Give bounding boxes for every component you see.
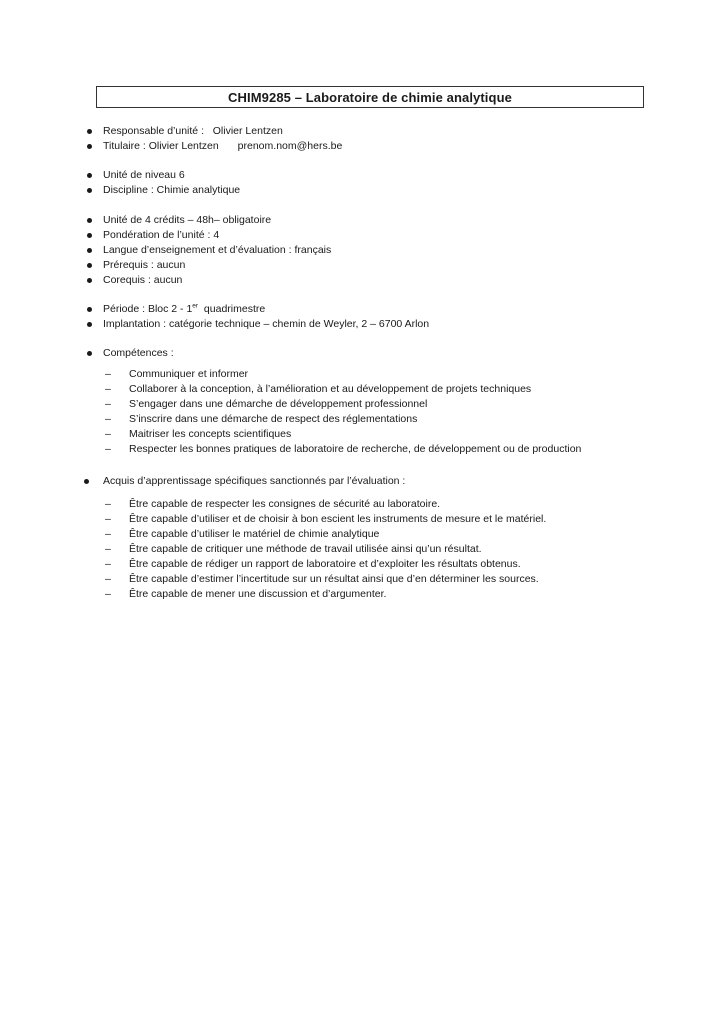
list-item <box>0 124 724 139</box>
dash-icon: – <box>105 498 111 510</box>
sub-list-item-text: Être capable d’utiliser et de choisir à bon escient les instruments de mesure et le matériel. <box>129 513 547 525</box>
periode-sup: er <box>192 302 199 310</box>
sub-list-item-text: Être capable de critiquer une méthode de travail utilisée ainsi qu’un résultat. <box>129 543 482 555</box>
list-item-text: Discipline : Chimie analytique <box>103 184 241 196</box>
list-item <box>0 168 724 183</box>
dash-icon: – <box>105 528 111 540</box>
sub-list-item-text: Être capable d’utiliser le matériel de chimie analytique <box>129 528 380 540</box>
sub-list-item <box>0 572 724 587</box>
dash-icon: – <box>105 558 111 570</box>
list-item <box>0 213 724 228</box>
bullet-icon <box>87 278 92 283</box>
responsable-label: Responsable d’unité : <box>103 125 204 137</box>
dash-icon: – <box>105 443 111 455</box>
sub-list-item <box>0 382 724 397</box>
dash-icon: – <box>105 413 111 425</box>
list-item <box>0 474 724 489</box>
list-item-text: Pondération de l’unité : 4 <box>103 229 220 241</box>
dash-icon: – <box>105 383 111 395</box>
sub-list-item <box>0 512 724 527</box>
list-item-text: Prérequis : aucun <box>103 259 186 271</box>
bullet-icon <box>87 351 92 356</box>
bullet-icon <box>87 218 92 223</box>
section-credits <box>0 213 724 288</box>
bullet-icon <box>87 322 92 327</box>
list-item <box>0 243 724 258</box>
dash-icon: – <box>105 588 111 600</box>
sub-list-item <box>0 397 724 412</box>
bullet-icon <box>87 173 92 178</box>
sub-list-item-text: S’inscrire dans une démarche de respect des réglementations <box>129 413 418 425</box>
sub-list-item-text: Respecter les bonnes pratiques de laboratoire de recherche, de développement ou de production <box>129 443 582 455</box>
dash-icon: – <box>105 398 111 410</box>
list-item-text: Unité de 4 crédits – 48h– obligatoire <box>103 214 272 226</box>
sub-list-item-text: Être capable de respecter les consignes de sécurité au laboratoire. <box>129 498 441 510</box>
list-item <box>0 273 724 288</box>
sub-list-item-text: S’engager dans une démarche de développement professionnel <box>129 398 428 410</box>
bullet-icon <box>87 248 92 253</box>
sub-list-item <box>0 527 724 542</box>
sub-list-item <box>0 542 724 557</box>
sub-list-item-text: Être capable d’estimer l’incertitude sur un résultat ainsi que d’en déterminer les sources. <box>129 573 539 585</box>
sub-list-item-text: Être capable de mener une discussion et d’argumenter. <box>129 588 387 600</box>
sub-list-item <box>0 412 724 427</box>
bullet-icon <box>87 233 92 238</box>
sub-list-item <box>0 557 724 572</box>
sub-list-item <box>0 367 724 382</box>
periode-prefix: Période : Bloc 2 - 1 <box>103 303 193 315</box>
dash-icon: – <box>105 513 111 525</box>
sub-list-item <box>0 427 724 442</box>
list-item-text: Corequis : aucun <box>103 274 183 286</box>
dash-icon: – <box>105 573 111 585</box>
list-item <box>0 346 724 361</box>
section-competences <box>0 346 724 457</box>
sub-list-item-text: Communiquer et informer <box>129 368 249 380</box>
list-item <box>0 302 724 317</box>
list-item <box>0 183 724 198</box>
sub-list-item-text: Collaborer à la conception, à l’amélioration et au développement de projets techniques <box>129 383 532 395</box>
list-item-text: Langue d’enseignement et d’évaluation : français <box>103 244 332 256</box>
section-acquis <box>0 474 724 602</box>
sub-list-item <box>0 497 724 512</box>
responsable-value: Olivier Lentzen <box>212 125 283 137</box>
title-box <box>96 86 644 108</box>
bullet-icon <box>87 129 92 134</box>
periode-suffix: quadrimestre <box>203 303 266 315</box>
titulaire-email: prenom.nom@hers.be <box>237 140 343 152</box>
list-item <box>0 258 724 273</box>
bullet-icon <box>84 479 89 484</box>
bullet-icon <box>87 144 92 149</box>
dash-icon: – <box>105 368 111 380</box>
implantation-text: Implantation : catégorie technique – chemin de Weyler, 2 – 6700 Arlon <box>103 318 430 330</box>
titulaire-label: Titulaire : Olivier Lentzen <box>103 140 219 152</box>
page-title: CHIM9285 – Laboratoire de chimie analytique <box>228 89 512 105</box>
sub-list-item-text: Maitriser les concepts scientifiques <box>129 428 292 440</box>
list-item-text: Unité de niveau 6 <box>103 169 185 181</box>
dash-icon: – <box>105 428 111 440</box>
list-item <box>0 228 724 243</box>
dash-icon: – <box>105 543 111 555</box>
bullet-icon <box>87 263 92 268</box>
sub-list-item <box>0 442 724 457</box>
list-item <box>0 139 724 154</box>
list-item <box>0 317 724 332</box>
section-responsables <box>0 124 724 154</box>
bullet-icon <box>87 307 92 312</box>
competences-heading: Compétences : <box>103 347 174 359</box>
sub-list-item-text: Être capable de rédiger un rapport de laboratoire et d’exploiter les résultats obtenus. <box>129 558 521 570</box>
acquis-heading: Acquis d’apprentissage spécifiques sanctionnés par l’évaluation : <box>103 475 406 487</box>
section-periode <box>0 302 724 332</box>
bullet-icon <box>87 188 92 193</box>
section-niveau <box>0 168 724 198</box>
sub-list-item <box>0 587 724 602</box>
